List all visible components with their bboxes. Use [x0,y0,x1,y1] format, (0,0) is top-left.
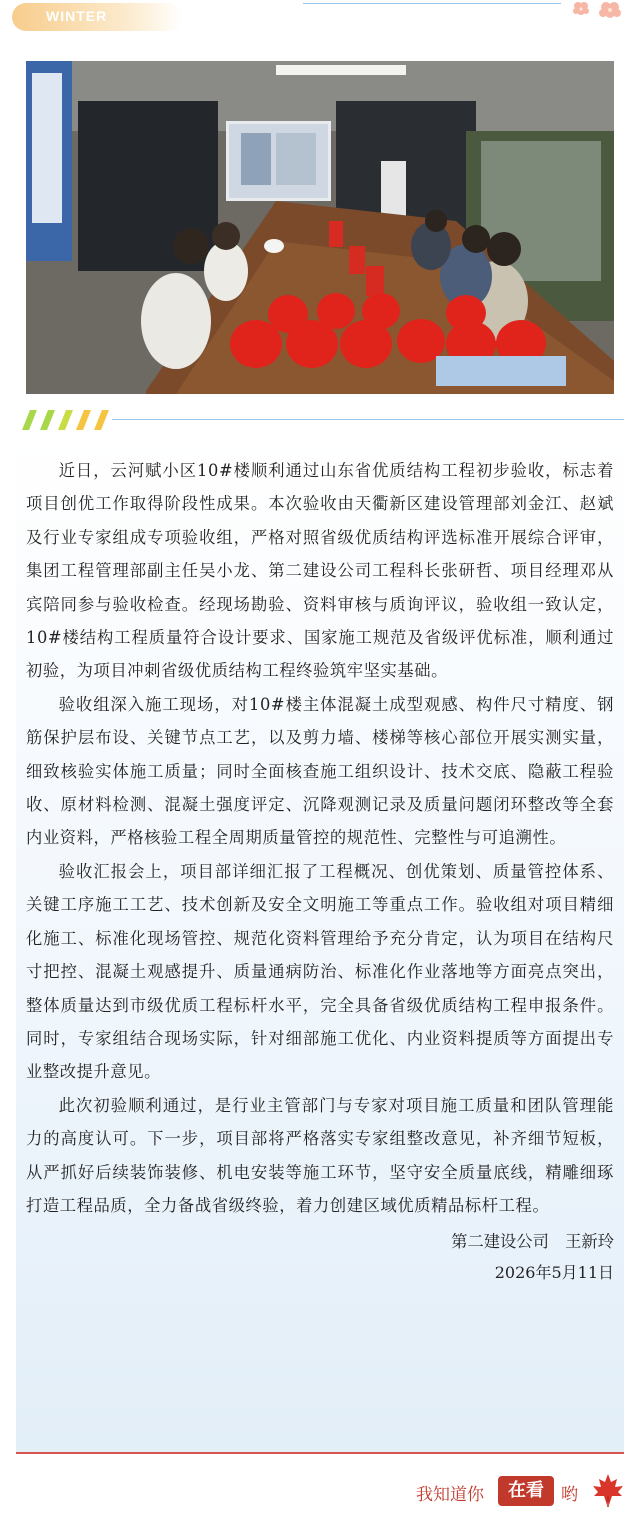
maple-leaf-icon [590,1472,626,1508]
decorative-stripes-icon [18,410,113,430]
header-tag [12,3,182,31]
meeting-room-photo [26,61,614,394]
flower-icon [568,0,628,26]
header-divider [303,3,561,4]
article-body [26,454,614,1292]
article-paragraph-2: 验收组深入施工现场，对10#楼主体混凝土成型观感、构件尺寸精度、钢筋保护层布设、关键节点工艺，以及剪力墙、楼梯等核心部位开展实测实量，细致核验实体施工质量；同时全面核查施工组织设计、技术交底、隐蔽工程验收、原材料检测、混凝土强度评定、沉降观测记录及质量问题闭环整改等全套内业资料，严格核验工程全周期质量管控的规范性、完整性与可追溯性。 [26,694,614,848]
signature-date: 2026年5月11日 [494,1263,614,1283]
article-paragraph-3: 验收汇报会上，项目部详细汇报了工程概况、创优策划、质量管控体系、关键工序施工工艺、技术创新及安全文明施工等重点工作。验收组对项目精细化施工、标准化现场管控、规范化资料管理给予充分肯定，认为项目在结构尺寸把控、混凝土观感提升、质量通病防治、标准化作业落地等方面亮点突出，整体质量达到市级优质工程标杆水平，完全具备省级优质结构工程申报条件。同时，专家组结合现场实际，针对细部施工优化、内业资料提质等方面提出专业整改提升意见。 [26,861,614,1082]
section-divider [112,419,624,420]
article-paragraph-1: 近日，云河赋小区10#楼顺利通过山东省优质结构工程初步验收，标志着项目创优工作取得阶段性成果。本次验收由天衢新区建设管理部刘金江、赵斌及行业专家组成专项验收组，严格对照省级优质结构评选标准开展综合评审，集团工程管理部副主任吴小龙、第二建设公司工程科长张研哲、项目经理邓从宾陪同参与验收检查。经现场勘验、资料审核与质询评议，验收组一致认定，10#楼结构工程质量符合设计要求、国家施工规范及省级评优标准，顺利通过初验，为项目冲刺省级优质结构工程终验筑牢坚实基础。 [26,461,614,681]
footer-text-before: 我知道你 [416,1485,484,1505]
article-panel [16,432,624,1452]
signature-block [26,1222,614,1292]
article-paragraph-4: 此次初验顺利通过，是行业主管部门与专家对项目施工质量和团队管理能力的高度认可。下一步，项目部将严格落实专家组整改意见，补齐细节短板，从严抓好后续装饰装修、机电安装等施工环节，坚守安全质量底线，精雕细琢打造工程品质，全力备战省级终验，着力创建区域优质精品标杆工程。 [26,1095,614,1215]
footer-text-after: 哟 [561,1485,578,1505]
bottom-divider [16,1452,624,1454]
in-view-button[interactable]: 在看 [498,1476,554,1506]
header-tag-label: WINTER [46,8,108,24]
signature-author: 第二建设公司 王新玲 [451,1232,614,1252]
